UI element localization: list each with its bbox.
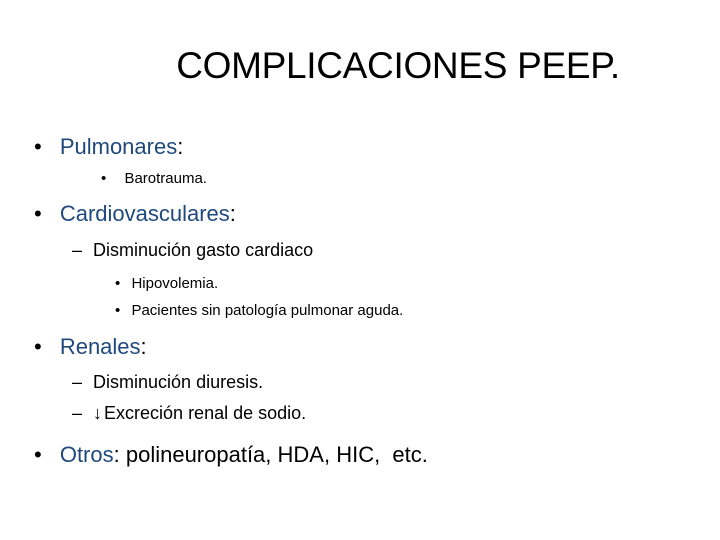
bullet-dash: – xyxy=(72,403,83,423)
bullet-pulmonares xyxy=(34,134,183,160)
diuresis-text: Disminución diuresis. xyxy=(93,372,264,392)
sub-bullet-barotrauma xyxy=(101,170,207,187)
bullet-dot: • xyxy=(115,275,121,292)
otros-rest: : polineuropatía, HDA, HIC, etc. xyxy=(113,442,428,467)
cardiovasculares-label: Cardiovasculares xyxy=(59,201,230,226)
pacientes-text: Pacientes sin patología pulmonar aguda. xyxy=(131,302,404,319)
down-arrow-icon: ↓ xyxy=(93,403,103,423)
sub-bullet-gasto-cardiaco xyxy=(72,240,313,261)
barotrauma-text: Barotrauma. xyxy=(124,170,207,187)
slide-title: COMPLICACIONES PEEP. xyxy=(176,45,620,86)
bullet-dot: • xyxy=(115,302,121,319)
bullet-otros xyxy=(34,442,428,468)
pulmonares-label: Pulmonares xyxy=(59,134,178,159)
sub-bullet-diuresis xyxy=(72,372,263,393)
bullet-cardiovasculares xyxy=(34,201,236,227)
hipovolemia-text: Hipovolemia. xyxy=(131,275,219,292)
cardiovasculares-colon: : xyxy=(229,201,236,226)
sub-bullet-sodio xyxy=(72,403,306,424)
bullet-dot: • xyxy=(34,334,42,359)
bullet-dash: – xyxy=(72,240,83,260)
gasto-cardiaco-text: Disminución gasto cardiaco xyxy=(93,240,314,260)
pulmonares-colon: : xyxy=(177,134,184,159)
bullet-dot: • xyxy=(34,201,42,226)
bullet-renales xyxy=(34,334,147,360)
renales-colon: : xyxy=(140,334,147,359)
sub-sub-bullet-hipovolemia xyxy=(115,275,218,292)
bullet-dot: • xyxy=(34,134,42,159)
sodio-text: Excreción renal de sodio. xyxy=(104,403,307,423)
renales-label: Renales xyxy=(59,334,141,359)
sub-sub-bullet-pacientes xyxy=(115,302,403,319)
bullet-dot: • xyxy=(101,170,107,187)
bullet-dash: – xyxy=(72,372,83,392)
bullet-dot: • xyxy=(34,442,42,467)
otros-label: Otros xyxy=(59,442,114,467)
